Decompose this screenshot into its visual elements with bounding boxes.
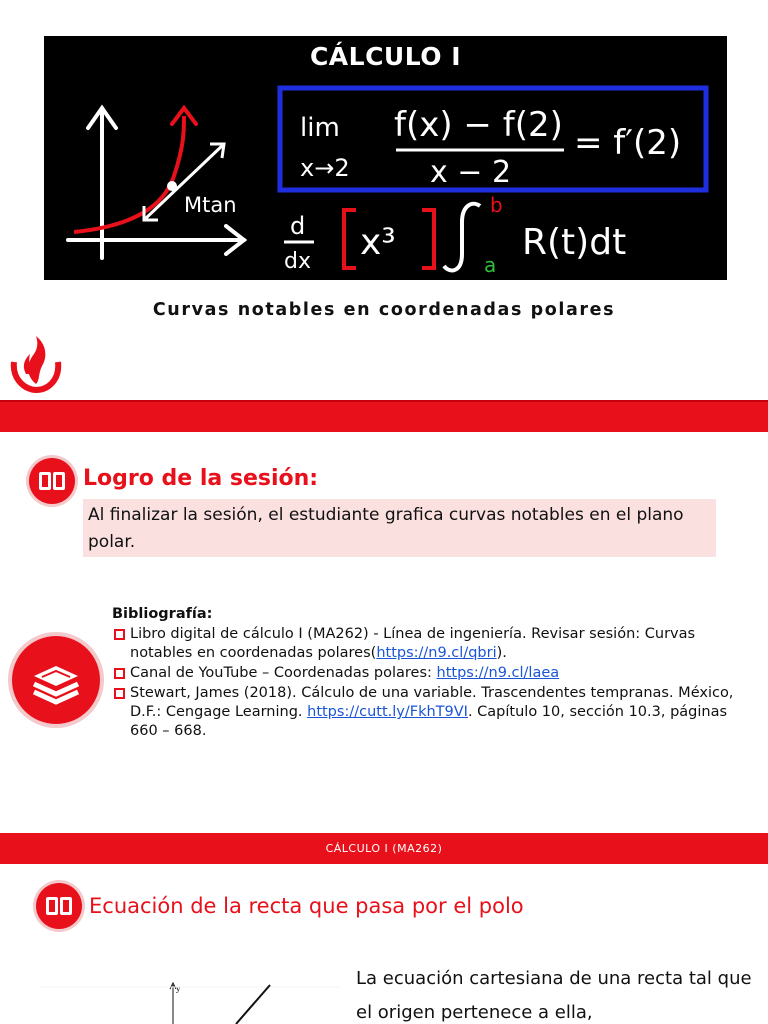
course-header-bar: CÁLCULO I (MA262) — [0, 833, 768, 864]
limit-subscript: x→2 — [300, 154, 350, 182]
bibliography-text: Canal de YouTube – Coordenadas polares: — [130, 665, 437, 681]
section-title: Ecuación de la recta que pasa por el polo — [89, 894, 524, 918]
book-icon — [36, 883, 82, 929]
fraction-numerator: f(x) − f(2) — [394, 105, 563, 145]
bibliography-link[interactable]: https://cutt.ly/FkhT9VI — [307, 704, 468, 720]
book-icon — [29, 458, 75, 504]
tangent-label: Mtan — [184, 193, 237, 217]
bibliography-after: ). — [496, 645, 507, 661]
derivative-result: = f′(2) — [574, 123, 682, 163]
line-through-pole-graph — [40, 975, 340, 1024]
bibliography-after: . Capítulo 10, sección 10.3, páginas 660 – 668. — [130, 704, 728, 739]
bibliography-item — [114, 684, 734, 741]
bibliography-text: Libro digital de cálculo I (MA262) - Línea de ingeniería. Revisar sesión: Curvas notables en coordenadas polares( — [130, 626, 696, 661]
bibliography-text: Stewart, James (2018). Cálculo de una variable. Trascendentes tempranas. México, D.F.: Cengage Learning. — [130, 685, 734, 720]
integrand: R(t)dt — [522, 222, 627, 263]
limit-text: lim — [300, 113, 340, 143]
cover-title: CÁLCULO I — [309, 42, 462, 71]
derivative-d: d — [290, 212, 306, 240]
bibliography-link[interactable]: https://n9.cl/laea — [436, 665, 560, 681]
integral-lower: a — [484, 253, 497, 277]
bibliography-item — [114, 664, 734, 683]
body-text: La ecuación cartesiana de una recta tal que el origen pertenece a ella, — [356, 968, 752, 1023]
fraction-denominator: x − 2 — [430, 155, 512, 190]
y-axis-label: y — [176, 984, 181, 993]
upc-logo-icon — [8, 334, 64, 394]
bibliography-link[interactable]: https://n9.cl/qbri — [376, 645, 497, 661]
slide-divider-bar — [0, 400, 768, 432]
bibliography-item — [114, 625, 734, 663]
derivative-dx: dx — [284, 249, 311, 274]
bibliography-list — [114, 625, 734, 742]
calculus-chalkboard-illustration — [44, 36, 727, 280]
cover-banner — [44, 36, 727, 280]
logro-text: Al finalizar la sesión, el estudiante grafica curvas notables en el plano polar. — [88, 505, 684, 552]
books-stack-icon — [12, 636, 100, 724]
bibliography-title: Bibliografía: — [112, 606, 213, 622]
logro-box — [83, 499, 716, 557]
checkbox-bullet-icon — [114, 668, 125, 679]
checkbox-bullet-icon — [114, 629, 125, 640]
cover-subtitle: Curvas notables en coordenadas polares — [152, 300, 616, 320]
checkbox-bullet-icon — [114, 688, 125, 699]
integral-upper: b — [490, 193, 503, 217]
logro-title: Logro de la sesión: — [83, 466, 319, 491]
bracket-expression: x³ — [360, 222, 396, 263]
